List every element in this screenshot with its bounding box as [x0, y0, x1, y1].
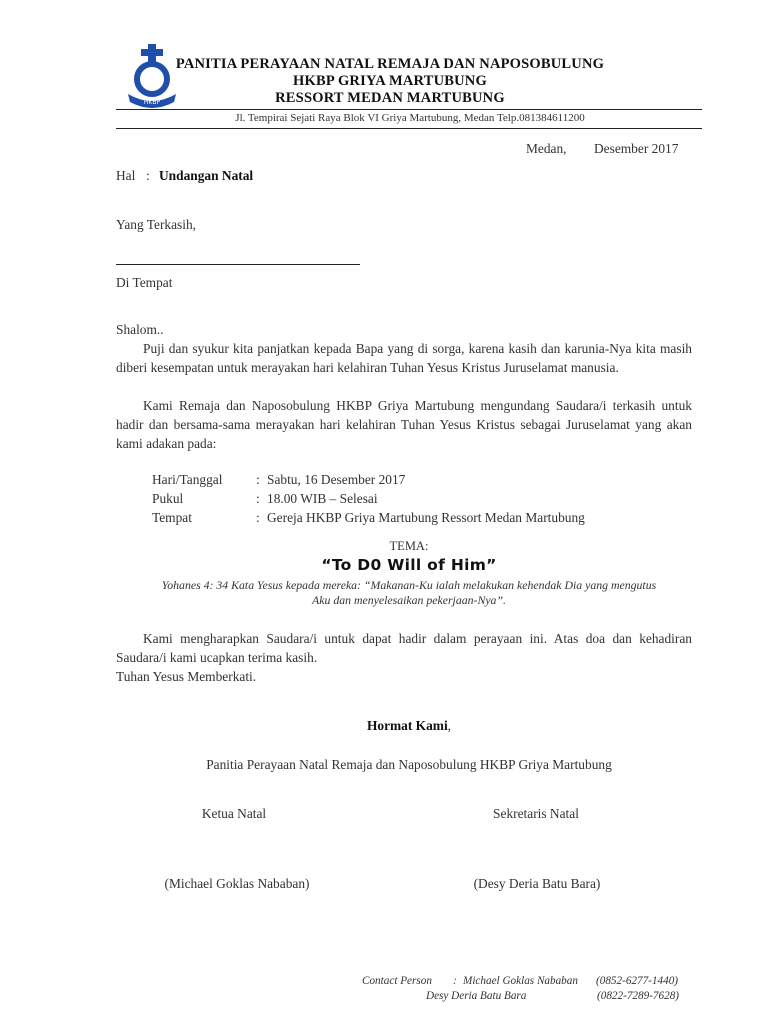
letterhead-line2: HKBP GRIYA MARTUBUNG	[293, 73, 487, 89]
signature-name-secretary: (Desy Deria Batu Bara)	[473, 876, 601, 891]
letterhead-divider-top	[116, 109, 702, 110]
closing-regards-text: Hormat Kami	[366, 718, 448, 733]
event-date-separator: :	[256, 472, 260, 487]
salutation: Shalom..	[116, 322, 164, 337]
letterhead-line1: PANITIA PERAYAAN NATAL REMAJA DAN NAPOSOBULUNG	[175, 56, 605, 72]
theme-verse-line2: Aku dan menyelesaikan pekerjaan-Nya”.	[312, 593, 506, 607]
recipient-name-line	[116, 264, 360, 265]
event-place-label: Tempat	[152, 510, 192, 525]
signature-role-secretary: Sekretaris Natal	[493, 806, 579, 821]
theme-label: TEMA:	[389, 539, 429, 553]
theme-title: “To D0 Will of Him”	[321, 556, 497, 574]
event-time-label: Pukul	[152, 491, 184, 506]
contact-person-2: Desy Deria Batu Bara	[426, 990, 527, 1002]
letterhead-address: Jl. Tempirai Sejati Raya Blok VI Griya Martubung, Medan Telp.081384611200	[235, 112, 585, 124]
closing-committee: Panitia Perayaan Natal Remaja dan Naposobulung HKBP Griya Martubung	[206, 757, 612, 772]
contact-phone-2: (0822-7289-7628)	[597, 990, 680, 1002]
contact-separator: :	[453, 975, 457, 987]
subject-value: Undangan Natal	[159, 168, 254, 183]
date-month-year: Desember 2017	[594, 141, 679, 156]
contact-person-1: Michael Goklas Nababan	[463, 975, 578, 987]
theme-verse-line1: Yohanes 4: 34 Kata Yesus kepada mereka: “Makanan-Ku ialah melakukan kehendak Dia yang mengutus	[161, 578, 657, 592]
contact-phone-1: (0852-6277-1440)	[596, 975, 679, 987]
letterhead-divider-bottom	[116, 128, 702, 129]
event-date-value: Sabtu, 16 Desember 2017	[267, 472, 406, 487]
event-place-separator: :	[256, 510, 260, 525]
subject-label: Hal	[116, 168, 136, 183]
event-time-value: 18.00 WIB – Selesai	[267, 491, 378, 506]
closing-regards	[116, 716, 702, 735]
closing-regards-comma: ,	[447, 718, 452, 733]
event-time-separator: :	[256, 491, 260, 506]
date-city: Medan,	[526, 141, 567, 156]
body-paragraph-2: Kami Remaja dan Naposobulung HKBP Griya Martubung mengundang Saudara/i terkasih untuk hadir dan bersama-sama merayakan hari kelahiran Tuhan Yesus Kristus sebagai Juruselamat yang akan kami adakan pada:	[116, 398, 692, 451]
logo-label: HKBP	[143, 99, 161, 106]
event-place-value: Gereja HKBP Griya Martubung Ressort Medan Martubung	[267, 510, 585, 525]
signature-role-chair: Ketua Natal	[201, 806, 267, 821]
subject-separator: :	[146, 168, 150, 183]
recipient-greeting: Yang Terkasih,	[116, 217, 197, 232]
closing-blessing: Tuhan Yesus Memberkati.	[116, 669, 257, 684]
body-paragraph-1: Puji dan syukur kita panjatkan kepada Bapa yang di sorga, karena kasih dan karunia-Nya kita masih diberi kesempatan untuk merayakan hari kelahiran Tuhan Yesus Kristus Juruselamat manusia.	[116, 341, 692, 375]
letterhead-line3: RESSORT MEDAN MARTUBUNG	[275, 90, 505, 106]
event-date-label: Hari/Tanggal	[152, 472, 223, 487]
contact-label: Contact Person	[362, 975, 432, 987]
signature-name-chair: (Michael Goklas Nababan)	[164, 876, 310, 891]
closing-paragraph: Kami mengharapkan Saudara/i untuk dapat hadir dalam perayaan ini. Atas doa dan kehadiran Saudara/i kami ucapkan terima kasih.	[116, 631, 692, 665]
recipient-place: Di Tempat	[116, 275, 173, 290]
